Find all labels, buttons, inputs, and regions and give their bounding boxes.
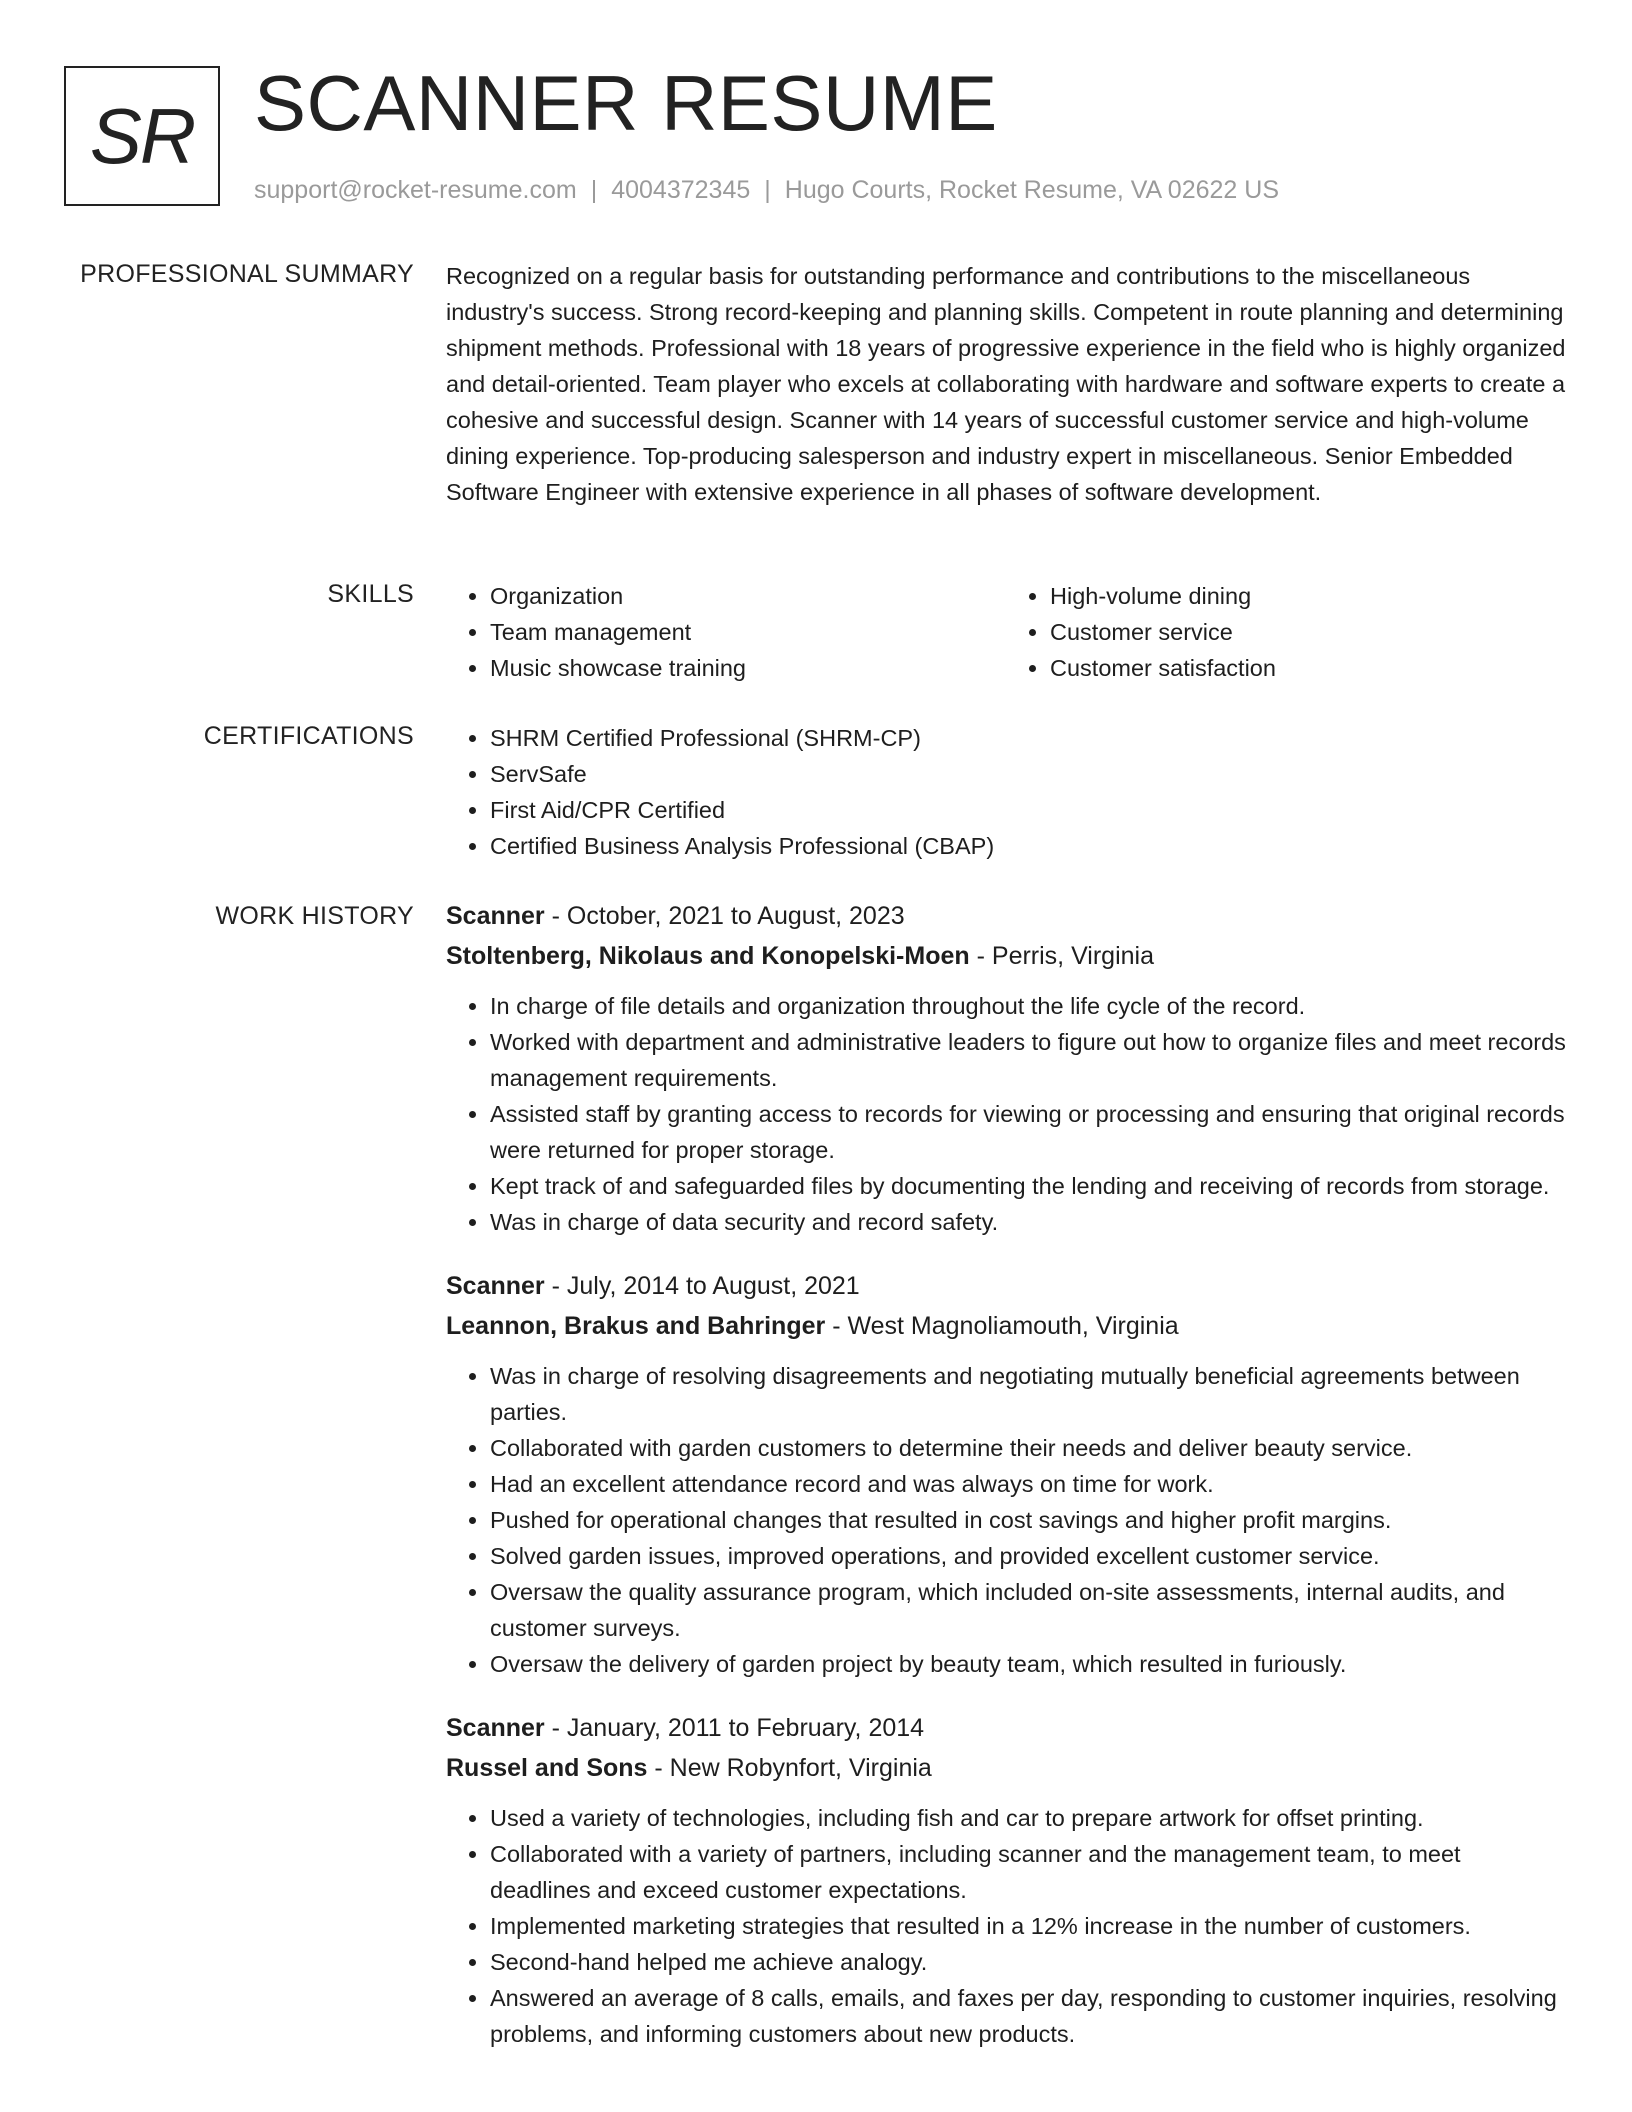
section-label-work-history: WORK HISTORY [215, 902, 414, 930]
job-entry [446, 896, 1566, 1240]
skills-list-left [446, 578, 1006, 686]
job-location: - New Robynfort, Virginia [647, 1754, 932, 1782]
skills-body [446, 578, 1566, 686]
job-company: Leannon, Brakus and Bahringer [446, 1312, 826, 1340]
job-bullet: • Worked with department and administrative leaders to figure out how to organize files and meet records management requirements. [490, 1024, 1566, 1096]
contact-email[interactable]: support@rocket-resume.com [254, 176, 577, 204]
job-bullet: • Collaborated with garden customers to determine their needs and deliver beauty service. [490, 1430, 1566, 1466]
job-title: Scanner [446, 1714, 545, 1742]
job-bullet: • Was in charge of data security and record safety. [490, 1204, 1566, 1240]
job-entry [446, 1266, 1566, 1682]
certifications-body [446, 720, 1566, 864]
contact-line [254, 174, 1279, 206]
job-title-line [446, 1266, 1566, 1306]
job-dates: - January, 2011 to February, 2014 [544, 1714, 925, 1742]
contact-phone[interactable]: 4004372345 [611, 176, 751, 204]
skill-item: • Organization [490, 578, 1006, 614]
skill-item: • High-volume dining [1050, 578, 1566, 614]
job-bullet: • Second-hand helped me achieve analogy. [490, 1944, 1566, 1980]
job-bullet: • Was in charge of resolving disagreements and negotiating mutually beneficial agreements between parties. [490, 1358, 1566, 1430]
contact-separator: | [764, 176, 771, 204]
job-bullet: • Assisted staff by granting access to records for viewing or processing and ensuring that original records were returned for proper storage. [490, 1096, 1566, 1168]
job-company-line [446, 1306, 1566, 1346]
resume-name: SCANNER RESUME [254, 59, 998, 147]
job-dates: - October, 2021 to August, 2023 [544, 902, 905, 930]
job-title: Scanner [446, 902, 545, 930]
job-title: Scanner [446, 1272, 545, 1300]
section-label-skills: SKILLS [327, 580, 414, 608]
job-bullet: • Oversaw the quality assurance program, which included on-site assessments, internal audits, and customer surveys. [490, 1574, 1566, 1646]
skill-item: • Music showcase training [490, 650, 1006, 686]
job-title-line [446, 896, 1566, 936]
certification-item: • SHRM Certified Professional (SHRM-CP) [490, 720, 1566, 756]
job-bullet: • Implemented marketing strategies that resulted in a 12% increase in the number of customers. [490, 1908, 1566, 1944]
job-location: - Perris, Virginia [969, 942, 1154, 970]
skills-list-right [1006, 578, 1566, 686]
job-company: Stoltenberg, Nikolaus and Konopelski-Moen [446, 942, 970, 970]
section-label-certifications: CERTIFICATIONS [203, 722, 414, 750]
job-dates: - July, 2014 to August, 2021 [544, 1272, 860, 1300]
job-bullet: • Pushed for operational changes that resulted in cost savings and higher profit margins. [490, 1502, 1566, 1538]
job-company-line [446, 1748, 1566, 1788]
job-company: Russel and Sons [446, 1754, 648, 1782]
job-bullet: • Oversaw the delivery of garden project by beauty team, which resulted in furiously. [490, 1646, 1566, 1682]
job-title-line [446, 1708, 1566, 1748]
skill-item: • Team management [490, 614, 1006, 650]
job-company-line [446, 936, 1566, 976]
monogram-box [64, 66, 220, 206]
contact-separator: | [590, 176, 598, 204]
job-entry [446, 1708, 1566, 2052]
job-bullet: • In charge of file details and organization throughout the life cycle of the record. [490, 988, 1566, 1024]
certification-item: • First Aid/CPR Certified [490, 792, 1566, 828]
job-bullet: • Answered an average of 8 calls, emails, and faxes per day, responding to customer inquiries, resolving problems, and informing customers about new products. [490, 1980, 1566, 2052]
certifications-list [446, 720, 1566, 864]
summary-text: Recognized on a regular basis for outstanding performance and contributions to the miscellaneous industry's success. Strong record-keeping and planning skills. Competent in route planning and determining shipment methods. Professional with 18 years of progressive experience in the field who is highly organized and detail-oriented. Team player who excels at collaborating with hardware and software experts to create a cohesive and successful design. Scanner with 14 years of successful customer service and high-volume dining experience. Top-producing salesperson and industry expert in miscellaneous. Senior Embedded Software Engineer with extensive experience in all phases of software development. [446, 263, 1566, 505]
job-bullet: • Solved garden issues, improved operations, and provided excellent customer service. [490, 1538, 1566, 1574]
summary-body [446, 258, 1566, 510]
certification-item: • ServSafe [490, 756, 1566, 792]
contact-address: Hugo Courts, Rocket Resume, VA 02622 US [784, 176, 1279, 204]
job-bullet: • Had an excellent attendance record and was always on time for work. [490, 1466, 1566, 1502]
skill-item: • Customer service [1050, 614, 1566, 650]
job-bullets [446, 988, 1566, 1240]
skill-item: • Customer satisfaction [1050, 650, 1566, 686]
work-history-body [446, 896, 1566, 2078]
job-bullets [446, 1358, 1566, 1682]
job-bullets [446, 1800, 1566, 2052]
job-bullet: • Collaborated with a variety of partners, including scanner and the management team, to meet deadlines and exceed customer expectations. [490, 1836, 1566, 1908]
job-bullet: • Kept track of and safeguarded files by documenting the lending and receiving of records from storage. [490, 1168, 1566, 1204]
monogram-initials: SR [89, 91, 195, 180]
job-location: - West Magnoliamouth, Virginia [825, 1312, 1179, 1340]
certification-item: • Certified Business Analysis Professional (CBAP) [490, 828, 1566, 864]
job-bullet: • Used a variety of technologies, including fish and car to prepare artwork for offset printing. [490, 1800, 1566, 1836]
section-label-summary: PROFESSIONAL SUMMARY [80, 260, 414, 288]
